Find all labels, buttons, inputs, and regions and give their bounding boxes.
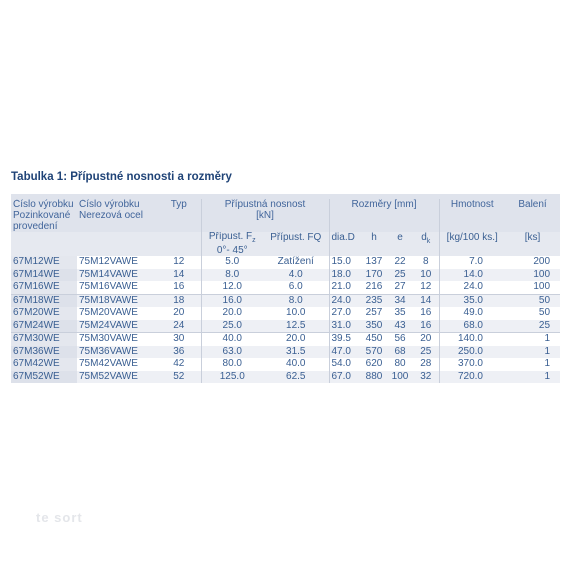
cell-diaD: 18.0 xyxy=(329,269,361,282)
cell-h: 257 xyxy=(365,307,383,318)
cell-typ: 42 xyxy=(173,358,185,369)
cell-e: 34 xyxy=(387,294,413,307)
cell-fq: 62.5 xyxy=(263,371,329,384)
cell-fq: 8.0 xyxy=(263,294,329,307)
subheader-d xyxy=(413,232,439,256)
table-row xyxy=(11,294,560,307)
cell-e: 80 xyxy=(394,358,406,369)
cell-fz: 12.0 xyxy=(201,281,263,294)
cell-fz: 8.0 xyxy=(201,269,263,282)
cell-c2: 75M12VAWE xyxy=(79,256,138,267)
cell-hm: 24.0 xyxy=(439,281,505,294)
cell-diaD: 21.0 xyxy=(329,281,361,294)
cell-hm: 250.0 xyxy=(439,346,505,359)
cell-bal: 1 xyxy=(544,358,551,369)
cell-e: 68 xyxy=(387,346,413,359)
cell-e: 35 xyxy=(394,307,406,318)
cell-h: 450 xyxy=(361,333,387,346)
cell-fz: 5.0 xyxy=(201,256,263,269)
table-row xyxy=(11,307,560,320)
col-header-cislo-pozinkovane: Číslo výrobku Pozinkované provedení xyxy=(11,199,77,232)
subheader-d-sub: k xyxy=(426,238,431,245)
cell-h: 350 xyxy=(361,320,387,333)
col-header-cislo-nerez: Číslo výrobku Nerezová ocel xyxy=(77,199,157,232)
cell-hm: 35.0 xyxy=(439,294,505,307)
subheader-e: e xyxy=(387,232,413,256)
cell-e: 100 xyxy=(387,371,413,384)
subheader-fz xyxy=(201,232,263,256)
cell-d: 20 xyxy=(413,333,439,346)
cell-c2: 75M42VAWE xyxy=(79,358,138,369)
col-header-baleni: Balení xyxy=(505,199,560,232)
cell-hm: 68.0 xyxy=(439,320,505,333)
subheader-fz-label: Přípust. F xyxy=(208,232,253,242)
cell-hm: 720.0 xyxy=(439,371,505,384)
cell-diaD: 54.0 xyxy=(329,358,361,371)
cell-c1: 67M42WE xyxy=(11,358,77,371)
cell-bal: 1 xyxy=(505,371,560,384)
cell-c1: 67M16WE xyxy=(11,281,77,294)
cell-fz: 63.0 xyxy=(201,346,263,359)
cell-hm: 14.0 xyxy=(439,269,505,282)
table-row xyxy=(11,371,560,384)
cell-typ: 30 xyxy=(157,333,201,346)
table-row xyxy=(11,269,560,282)
cell-c2: 75M30VAWE xyxy=(77,333,157,346)
table-row xyxy=(11,346,560,359)
cell-d: 16 xyxy=(420,307,432,318)
cell-diaD: 39.5 xyxy=(329,333,361,346)
cell-fz: 40.0 xyxy=(201,333,263,346)
table-row xyxy=(11,358,560,371)
cell-d: 16 xyxy=(413,320,439,333)
cell-c1: 67M20WE xyxy=(11,307,77,320)
cell-c2: 75M14VAWE xyxy=(77,269,157,282)
cell-c1: 67M36WE xyxy=(11,346,77,359)
subheader-d-label: d xyxy=(421,232,427,243)
cell-typ: 14 xyxy=(157,269,201,282)
col-header-nosnost: Přípustná nosnost [kN] xyxy=(201,199,329,232)
subheader-fz-angle: 0°- 45° xyxy=(216,245,248,256)
cell-fz: 20.0 xyxy=(201,307,263,320)
cell-c1: 67M52WE xyxy=(11,371,77,384)
cell-diaD: 47.0 xyxy=(329,346,361,359)
cell-hm: 7.0 xyxy=(439,256,505,269)
cell-bal: 100 xyxy=(505,269,560,282)
subheader-hmotnost-unit: [kg/100 ks.] xyxy=(439,232,505,256)
cell-e: 56 xyxy=(387,333,413,346)
cell-e: 27 xyxy=(394,281,406,292)
cell-d: 8 xyxy=(422,256,429,267)
watermark-logo: te sort xyxy=(36,510,83,525)
cell-h: 137 xyxy=(365,256,383,267)
cell-c1: 67M24WE xyxy=(11,320,77,333)
cell-fq: 40.0 xyxy=(286,358,306,369)
cell-h: 235 xyxy=(361,294,387,307)
cell-bal: 50 xyxy=(538,307,551,318)
subheader-diaD: dia.D xyxy=(329,232,361,256)
cell-fz: 16.0 xyxy=(201,294,263,307)
cell-c2: 75M36VAWE xyxy=(77,346,157,359)
cell-c1: 67M14WE xyxy=(11,269,77,282)
cell-d: 32 xyxy=(413,371,439,384)
table-row xyxy=(11,333,560,346)
cell-fz: 80.0 xyxy=(201,358,263,371)
cell-d: 25 xyxy=(413,346,439,359)
cell-fq: 20.0 xyxy=(263,333,329,346)
cell-c2: 75M16VAWE xyxy=(79,281,138,292)
cell-h: 880 xyxy=(361,371,387,384)
cell-h: 570 xyxy=(361,346,387,359)
cell-c2: 75M20VAWE xyxy=(79,307,138,318)
cell-d: 28 xyxy=(420,358,432,369)
cell-h: 216 xyxy=(365,281,383,292)
col-header-hmotnost: Hmotnost xyxy=(439,199,505,232)
cell-bal: 25 xyxy=(505,320,560,333)
cell-c2: 75M18VAWE xyxy=(77,294,157,307)
cell-diaD: 24.0 xyxy=(329,294,361,307)
cell-hm: 49.0 xyxy=(439,307,505,320)
table-row xyxy=(11,281,560,294)
table-caption: Tabulka 1: Přípustné nosnosti a rozměry xyxy=(11,171,232,183)
cell-typ: 16 xyxy=(173,281,185,292)
table-row xyxy=(11,320,560,333)
table-row xyxy=(11,256,560,269)
cell-fq: 6.0 xyxy=(288,281,303,292)
subheader-h: h xyxy=(361,232,387,256)
cell-fq: 12.5 xyxy=(263,320,329,333)
cell-typ: 52 xyxy=(157,371,201,384)
cell-typ: 24 xyxy=(157,320,201,333)
cell-d: 12 xyxy=(420,281,432,292)
cell-e: 25 xyxy=(387,269,413,282)
cell-c1: 67M30WE xyxy=(11,333,77,346)
cell-diaD: 67.0 xyxy=(329,371,361,384)
cell-c1: 67M12WE xyxy=(11,256,77,269)
col-header-typ: Typ xyxy=(157,199,201,232)
cell-typ: 36 xyxy=(157,346,201,359)
cell-e: 22 xyxy=(394,256,406,267)
subheader-fz-sub: z xyxy=(252,237,256,244)
cell-typ: 20 xyxy=(173,307,185,318)
cell-bal: 1 xyxy=(505,346,560,359)
cell-bal: 200 xyxy=(533,256,551,267)
cell-e: 43 xyxy=(387,320,413,333)
cell-diaD: 15.0 xyxy=(329,256,361,269)
cell-d: 14 xyxy=(413,294,439,307)
cell-h: 170 xyxy=(361,269,387,282)
cell-d: 10 xyxy=(413,269,439,282)
subheader-fq: Přípust. FQ xyxy=(263,232,329,256)
cell-c1: 67M18WE xyxy=(11,294,77,307)
cell-bal: 1 xyxy=(505,333,560,346)
cell-fz: 125.0 xyxy=(201,371,263,384)
cell-hm: 370.0 xyxy=(439,358,505,371)
cell-bal: 50 xyxy=(505,294,560,307)
cell-fq: Zatížení xyxy=(277,256,314,267)
cell-hm: 140.0 xyxy=(439,333,505,346)
cell-fz: 25.0 xyxy=(201,320,263,333)
cell-c2: 75M52VAWE xyxy=(77,371,157,384)
cell-fq: 31.5 xyxy=(263,346,329,359)
col-header-rozmery: Rozměry [mm] xyxy=(329,199,439,232)
cell-c2: 75M24VAWE xyxy=(77,320,157,333)
cell-typ: 12 xyxy=(173,256,185,267)
cell-bal: 100 xyxy=(533,281,551,292)
cell-fq: 4.0 xyxy=(263,269,329,282)
cell-diaD: 31.0 xyxy=(329,320,361,333)
cell-fq: 10.0 xyxy=(286,307,306,318)
subheader-baleni-unit: [ks] xyxy=(505,232,560,256)
cell-diaD: 27.0 xyxy=(329,307,361,320)
cell-h: 620 xyxy=(365,358,383,369)
cell-typ: 18 xyxy=(157,294,201,307)
load-capacity-table xyxy=(11,194,560,383)
